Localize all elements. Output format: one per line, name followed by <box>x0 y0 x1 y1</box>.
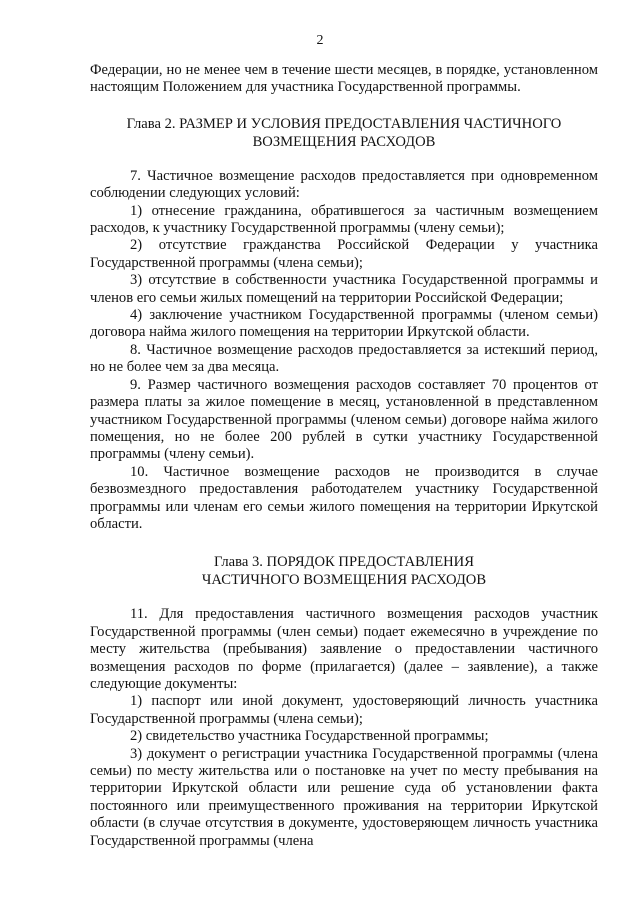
document-body <box>90 62 598 850</box>
paragraph-7-item-2: 2) отсутствие гражданства Российской Федерации у участника Государственной программы (члена семьи); <box>90 237 598 271</box>
paragraph-7-item-3: 3) отсутствие в собственности участника Государственной программы и членов его семьи жилых помещений на территории Российской Федерации; <box>90 272 598 306</box>
paragraph-11: 11. Для предоставления частичного возмещения расходов участник Государственной программы (член семьи) подает ежемесячно в учреждение по месту жительства (пребывания) заявление о предоставлении частичного возмещения расходов по форме (прилагается) (далее – заявление), а также следующие документы: <box>90 606 598 692</box>
paragraph-11-item-3: 3) документ о регистрации участника Государственной программы (члена семьи) по месту жительства или о постановке на учет по месту пребывания на территории Иркутской области или решение суда об установлении факта постоянного или преимущественного проживания на территории Иркутской области (в случае отсутствия в документе, удостоверяющем личность участника Государственной программы (члена <box>90 745 598 849</box>
paragraph-10: 10. Частичное возмещение расходов не производится в случае безвозмездного предоставления работодателем участнику Государственной программы или членам его семьи жилого помещения на территории Иркутской области. <box>90 463 598 532</box>
paragraph-7: 7. Частичное возмещение расходов предоставляется при одновременном соблюдении следующих условий: <box>90 167 598 202</box>
intro-paragraph: Федерации, но не менее чем в течение шести месяцев, в порядке, установленном настоящим Положением для участника Государственной программы. <box>90 62 598 96</box>
chapter-2-heading-line2: ВОЗМЕЩЕНИЯ РАСХОДОВ <box>252 133 436 150</box>
chapter-3-heading <box>90 553 598 589</box>
paragraph-7-item-4: 4) заключение участником Государственной программы (членом семьи) договора найма жилого помещения на территории Иркутской области. <box>90 307 598 341</box>
chapter-2-heading-line1: Глава 2. РАЗМЕР И УСЛОВИЯ ПРЕДОСТАВЛЕНИЯ ЧАСТИЧНОГО <box>126 115 562 132</box>
chapter-2-heading <box>90 115 598 151</box>
page-number: 2 <box>316 33 324 48</box>
paragraph-11-item-1: 1) паспорт или иной документ, удостоверяющий личность участника Государственной программы (члена семьи); <box>90 693 598 727</box>
chapter-3-heading-line1: Глава 3. ПОРЯДОК ПРЕДОСТАВЛЕНИЯ <box>214 554 474 571</box>
paragraph-8: 8. Частичное возмещение расходов предоставляется за истекший период, но не более чем за два месяца. <box>90 341 598 376</box>
paragraph-11-item-2: 2) свидетельство участника Государственной программы; <box>130 728 489 745</box>
chapter-3-heading-line2: ЧАСТИЧНОГО ВОЗМЕЩЕНИЯ РАСХОДОВ <box>201 572 487 589</box>
paragraph-7-item-1: 1) отнесение гражданина, обратившегося за частичным возмещением расходов, к участнику Государственной программы (члену семьи); <box>90 202 598 237</box>
paragraph-9: 9. Размер частичного возмещения расходов составляет 70 процентов от размера платы за жилое помещение в месяц, установленной в представленном участником Государственной программы (членом семьи) договоре найма жилого помещения, но не более 200 рублей в сутки участнику Государственной программы (члену семьи). <box>90 376 598 463</box>
